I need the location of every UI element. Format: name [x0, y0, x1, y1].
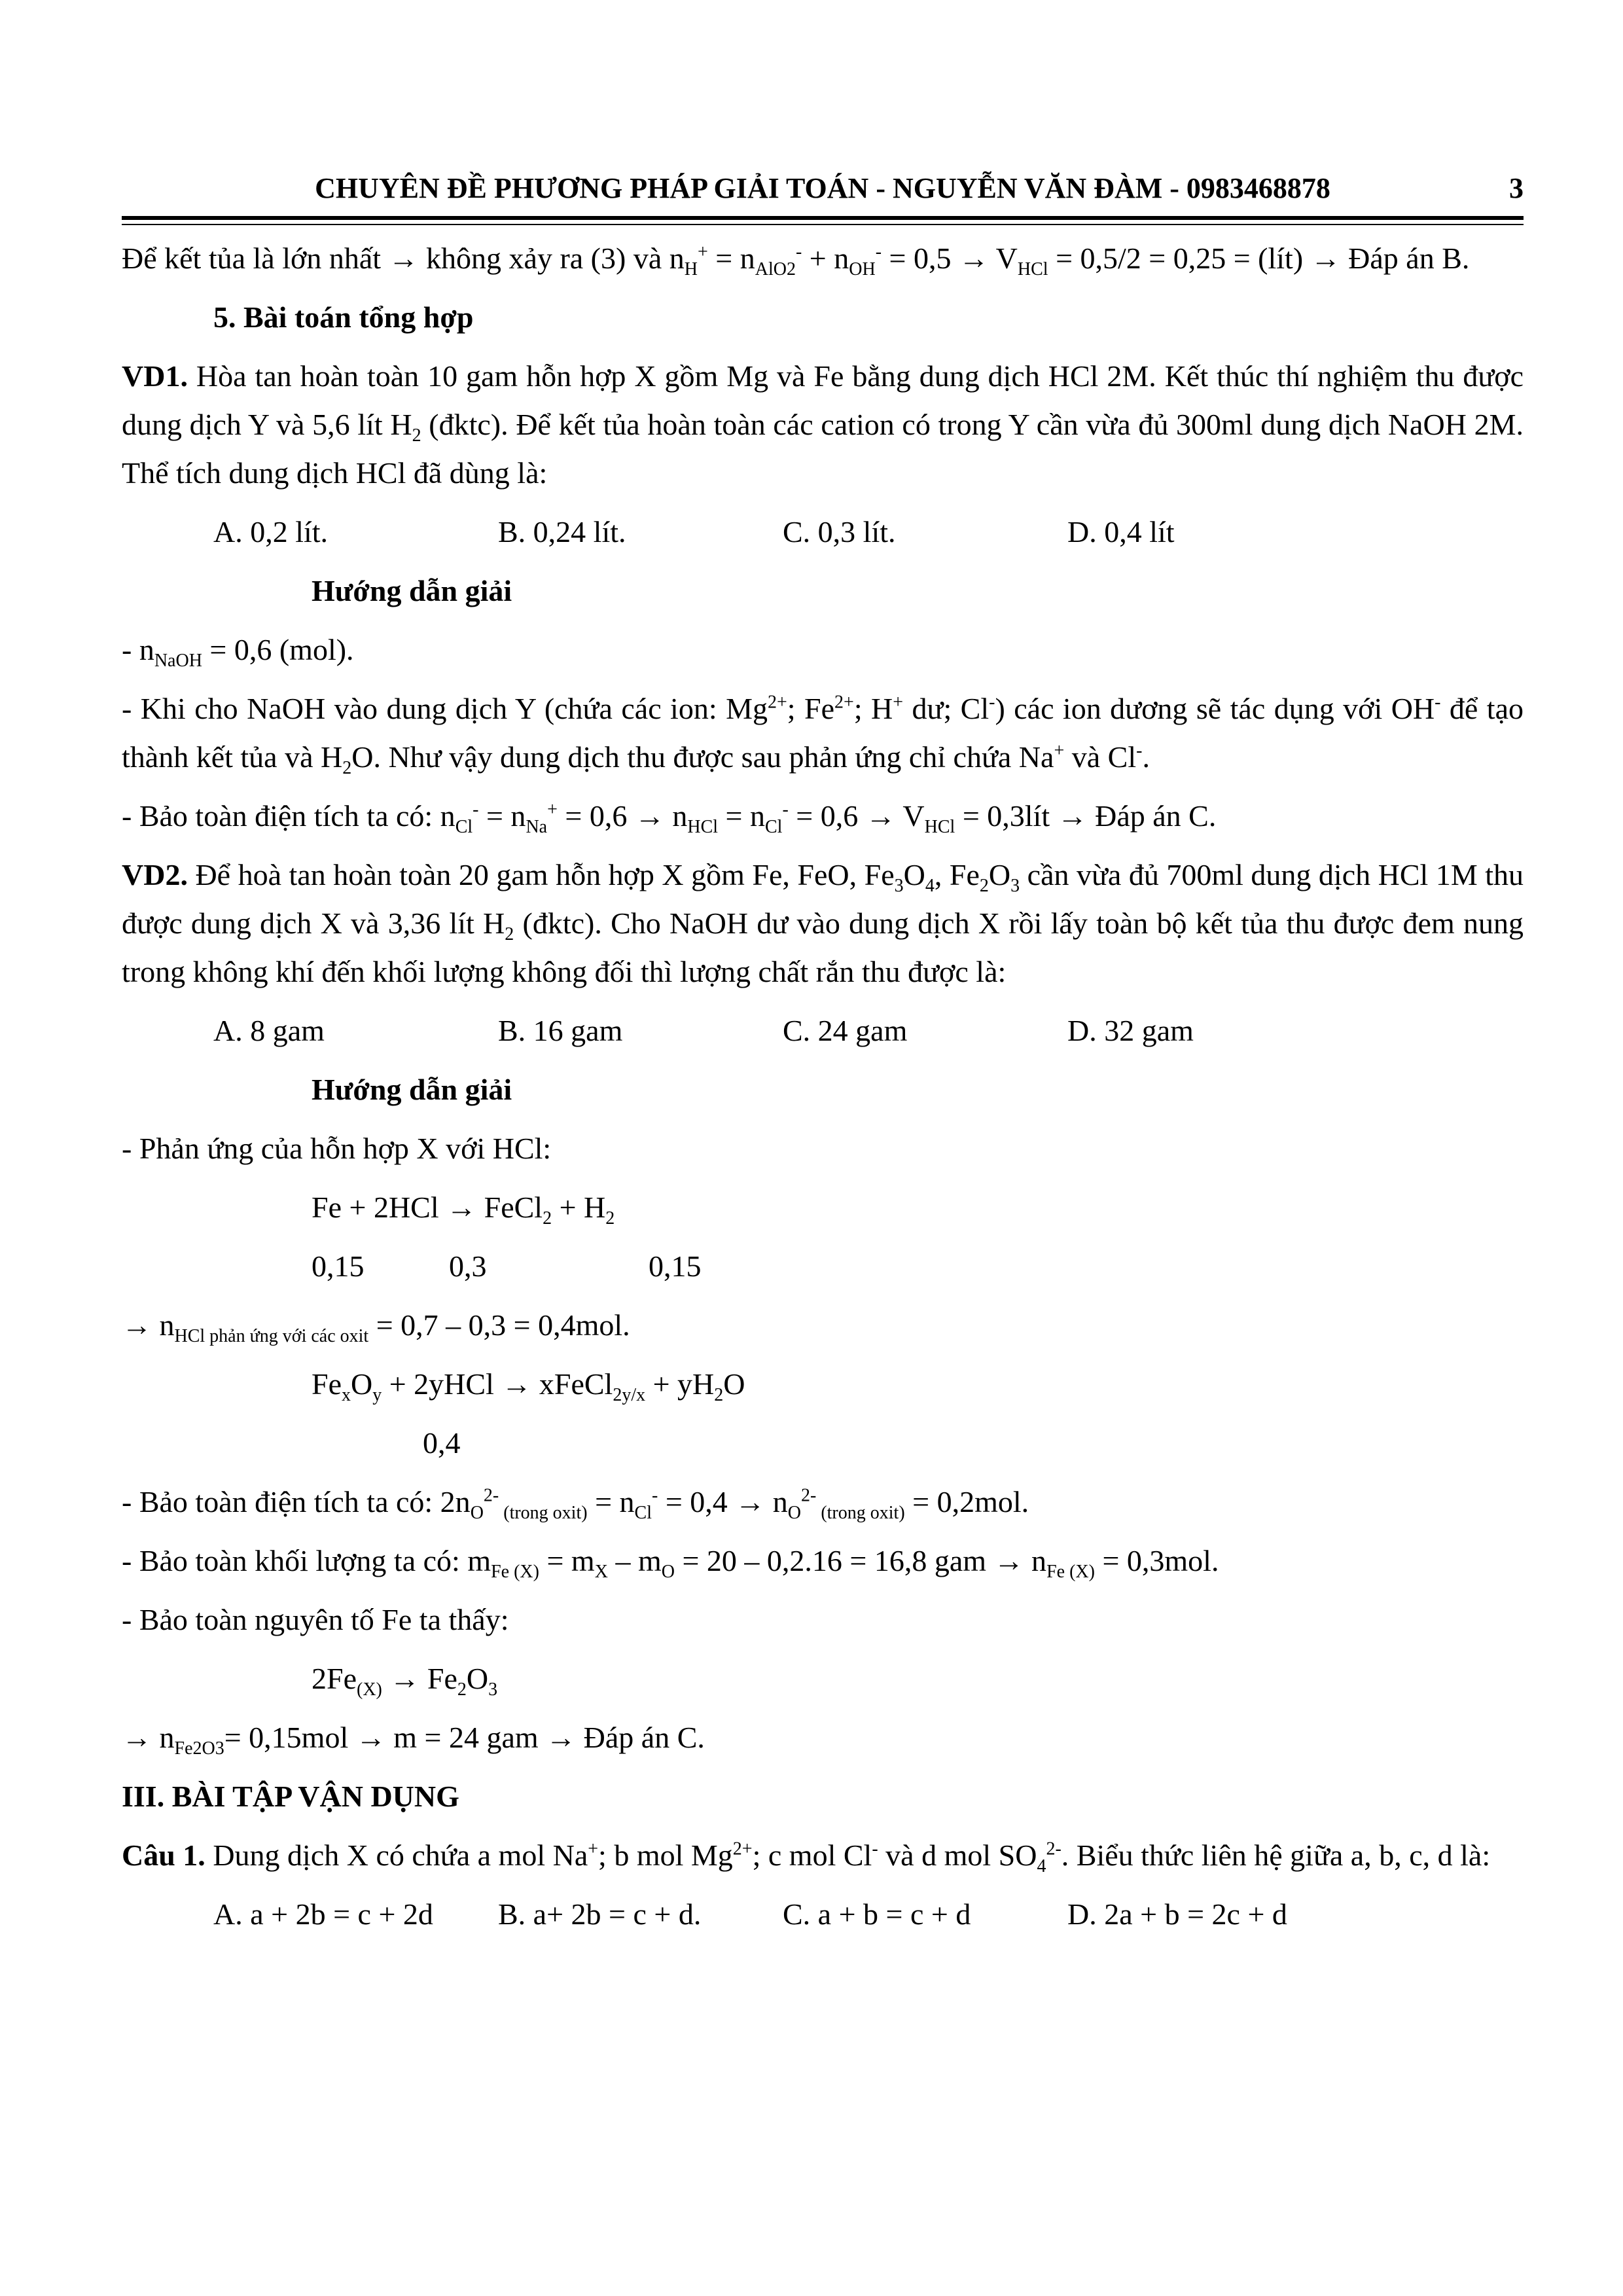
- vd2-line-4: - Bảo toàn khối lượng ta có: $m_{Fe (X)} = m_X - m_O = 20 - 0,2.16 = 16,8$ gam → $n_{Fe (X)} = 0,3mol$.: [122, 1544, 1219, 1583]
- vd2-line-3: - Bảo toàn điện tích ta có: $2n_O^{2-}$ $_{(trong oxit)} = n_{Cl}^- = 0,4 \to n_O^{2-}$ $_{(trong oxit)}$ = 0,2mol.: [122, 1485, 1029, 1524]
- vd1-line-3: - Bảo toàn điện tích ta có: $n_{Cl}^- = n_{Na}^+ = 0,6 \to n_{HCl} = n_{Cl}^- = 0,6 \to V_{HCl}$ = 0,3lít → Đáp án C.: [122, 799, 1217, 838]
- vd2-line-5: - Bảo toàn nguyên tố Fe ta thấy:: [122, 1603, 509, 1636]
- moles-fe: 0,15: [312, 1249, 365, 1283]
- moles-h2: 0,15: [649, 1249, 702, 1283]
- page-number: 3: [1509, 172, 1524, 204]
- page-header-title: CHUYÊN ĐỀ PHƯƠNG PHÁP GIẢI TOÁN - NGUYỄN VĂN ĐÀM - 0983468878: [315, 172, 1330, 204]
- vd2-option-d: D. 32 gam: [1067, 1014, 1194, 1047]
- cau1-options: [122, 1890, 1524, 1939]
- header-rule-thin: [122, 224, 1524, 225]
- vd2-equation-2: $Fe_xO_y$ + 2yHCl → xFeCl$_{2y/x}$ + $yH_2O$: [312, 1367, 745, 1406]
- vd2-line-6: → $n_{Fe2O3}= 0,15mol \to m = 24$ gam → Đáp án C.: [122, 1721, 705, 1759]
- vd2-guide-heading: Hướng dẫn giải: [312, 1073, 512, 1106]
- cau1-option-c: C. a + b = c + d: [783, 1897, 971, 1931]
- vd2-equation-3: $2Fe_{(X)} \to Fe_2O_3$: [312, 1662, 498, 1700]
- vd1-option-a: A. 0,2 lít.: [213, 515, 329, 548]
- intro-paragraph: Để kết tủa là lớn nhất → không xảy ra (3) và $n_H^+ = n_{AlO2}^- + n_{OH}^- = 0,5 \to V_{HCl} = 0,5/2 = 0,25$ = (lít) → Đáp án B.: [122, 242, 1470, 280]
- vd1-guide-heading: Hướng dẫn giải: [312, 574, 512, 607]
- cau1-option-a: A. a + 2b = c + 2d: [213, 1897, 433, 1931]
- page-content: [122, 234, 1524, 1939]
- header-rule-thick: [122, 216, 1524, 220]
- section-3-heading: III. BÀI TẬP VẬN DỤNG: [122, 1780, 459, 1813]
- vd1-option-b: B. 0,24 lít.: [498, 515, 626, 548]
- vd1-option-c: C. 0,3 lít.: [783, 515, 896, 548]
- vd2-moles-2: 0,4: [423, 1426, 461, 1460]
- vd2-line-2: → $n_{HCl phản ứng với các oxit} = 0,7 - 0,3 = 0,4mol$.: [122, 1308, 630, 1347]
- vd1-line-1: - $n_{NaOH} = 0,6$ (mol).: [122, 633, 354, 672]
- vd1-option-d: D. 0,4 lít: [1067, 515, 1175, 548]
- vd2-option-b: B. 16 gam: [498, 1014, 623, 1047]
- vd2-equation-1: Fe + 2HCl → FeCl$_2$ + $H_2$: [312, 1191, 615, 1229]
- cau1-option-d: D. 2a + b = 2c + d: [1067, 1897, 1287, 1931]
- vd2-options: [122, 1007, 1524, 1055]
- moles-hcl: 0,3: [449, 1249, 487, 1283]
- vd1-line-2: - Khi cho NaOH vào dung dịch Y (chứa các ion: $Mg^{2+}$; $Fe^{2+}$; H+ dư; Cl-) các ion dương sẽ tác dụng với OH- để tạo thành kết tủa và $H_2O$. Như vậy dung dịch thu được sau phản ứng chỉ chứa Na+ và Cl-.: [122, 692, 1524, 779]
- vd1-options: [122, 508, 1524, 556]
- vd2-option-c: C. 24 gam: [783, 1014, 908, 1047]
- cau1-option-b: B. a+ 2b = c + d.: [498, 1897, 702, 1931]
- vd1-question: VD1. Hòa tan hoàn toàn 10 gam hỗn hợp X gồm Mg và Fe bằng dung dịch HCl 2M. Kết thúc thí nghiệm thu được dung dịch Y và 5,6 lít $H_2$ (đktc). Để kết tủa hoàn toàn các cation có trong Y cần vừa đủ 300ml dung dịch NaOH 2M. Thể tích dung dịch HCl đã dùng là:: [122, 359, 1524, 490]
- section-5-heading: 5. Bài toán tổng hợp: [213, 300, 474, 334]
- vd2-moles-1: [122, 1242, 1524, 1291]
- vd2-line-1: - Phản ứng của hỗn hợp X với HCl:: [122, 1132, 552, 1165]
- cau1-question: Câu 1. Dung dịch X có chứa a mol Na+; b mol $Mg^{2+}$; c mol Cl- và d mol $SO_4^{2-}$. Biểu thức liên hệ giữa a, b, c, d là:: [122, 1839, 1491, 1877]
- vd2-option-a: A. 8 gam: [213, 1014, 325, 1047]
- vd2-question: VD2. Để hoà tan hoàn toàn 20 gam hỗn hợp X gồm Fe, FeO, $Fe_3O_4$, $Fe_2O_3$ cần vừa đủ 700ml dung dịch HCl 1M thu được dung dịch X và 3,36 lít $H_2$ (đktc). Cho NaOH dư vào dung dịch X rồi lấy toàn bộ kết tủa thu được đem nung trong không khí đến khối lượng không đối thì lượng chất rắn thu được là:: [122, 858, 1524, 988]
